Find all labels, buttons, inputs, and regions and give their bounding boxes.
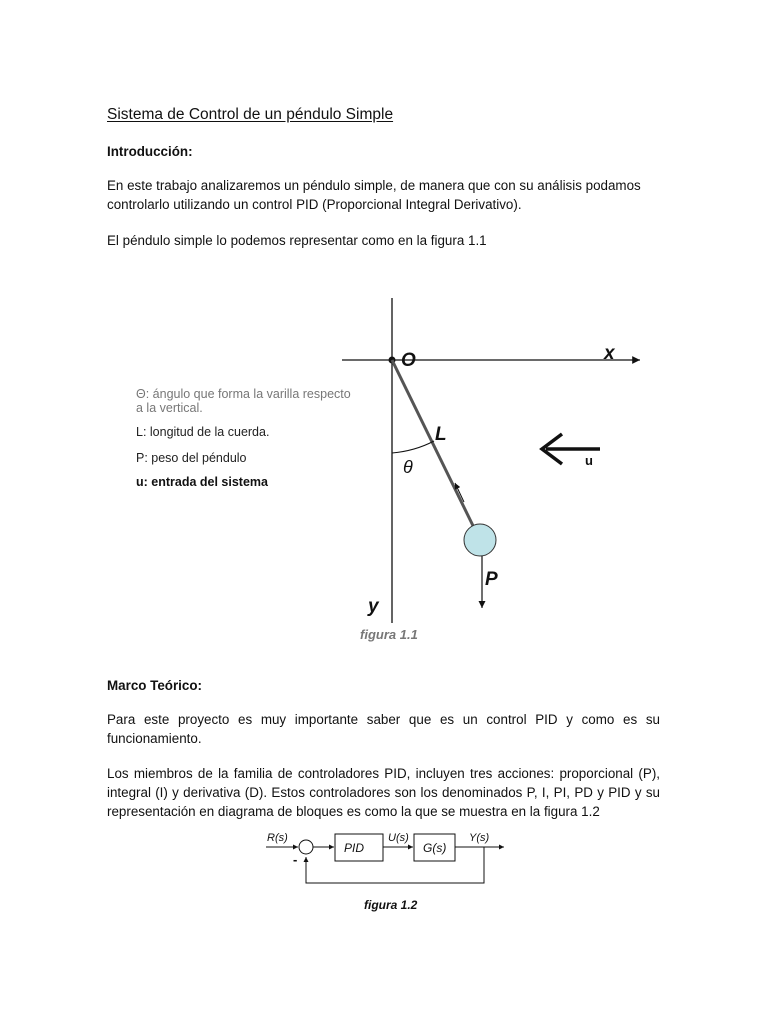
- weight-label: P: [485, 569, 498, 590]
- legend-length: L: longitud de la cuerda.: [136, 425, 270, 439]
- marco-paragraph-1: Para este proyecto es muy importante saber que es un control PID y como es su funcionamiento.: [107, 712, 660, 746]
- pendulum-bob: [464, 524, 496, 556]
- figure-1-caption: figura 1.1: [360, 627, 418, 642]
- legend-weight: P: peso del péndulo: [136, 451, 247, 465]
- plant-label: G(s): [423, 841, 447, 855]
- input-label: u: [585, 453, 593, 468]
- figure-2-caption: figura 1.2: [364, 898, 418, 912]
- input-signal-label: R(s): [267, 832, 288, 844]
- document-title: Sistema de Control de un péndulo Simple: [107, 106, 394, 123]
- summing-junction: [299, 840, 313, 854]
- x-axis-label: x: [604, 343, 615, 364]
- intro-heading: Introducción:: [107, 144, 193, 159]
- legend-theta: Θ: ángulo que forma la varilla respecto a la vertical.: [136, 387, 351, 415]
- figure-block-diagram: [260, 826, 522, 918]
- legend-input: u: entrada del sistema: [136, 475, 268, 489]
- angle-arc: [392, 441, 434, 453]
- pendulum-rod: [392, 360, 479, 538]
- control-signal-label: U(s): [388, 832, 409, 844]
- angle-label: θ: [403, 457, 413, 477]
- marco-paragraph-2: Los miembros de la familia de controladores PID, incluyen tres acciones: proporcional (P), integral (I) y derivativa (D). Estos controladores son los denominados P, I, PI, PD y PID y su representación en diagrama de bloques es como la que se muestra en la figura 1.2: [107, 766, 660, 819]
- feedback-path: [306, 847, 484, 883]
- origin-label: O: [401, 350, 416, 371]
- marco-heading: Marco Teórico:: [107, 678, 202, 693]
- pid-label: PID: [344, 841, 365, 855]
- y-axis-label: y: [368, 596, 379, 617]
- intro-paragraph-2: El péndulo simple lo podemos representar como en la figura 1.1: [107, 233, 487, 248]
- output-signal-label: Y(s): [469, 832, 490, 844]
- minus-sign: -: [293, 852, 298, 867]
- intro-paragraph-1: En este trabajo analizaremos un péndulo simple, de manera que con su análisis podamos controlarlo utilizando un control PID (Proporcional Integral Derivativo).: [107, 178, 641, 212]
- rod-label: L: [435, 424, 447, 445]
- figure-pendulum: [112, 288, 668, 652]
